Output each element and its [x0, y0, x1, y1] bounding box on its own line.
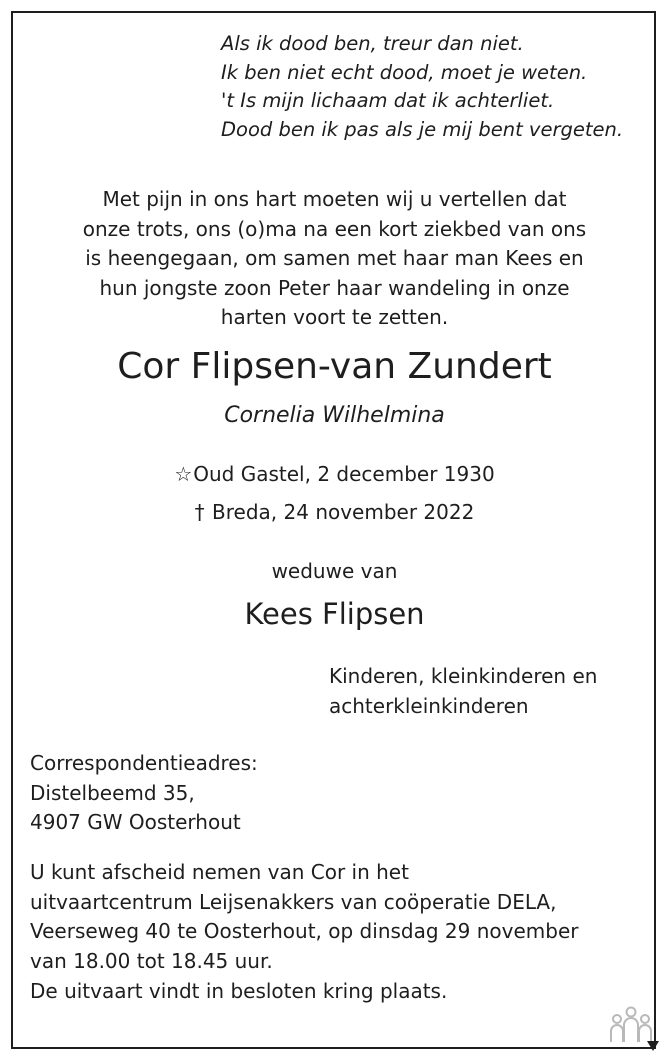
signer-line: Kinderen, kleinkinderen en — [329, 664, 598, 688]
announcement-line: onze trots, ons (o)ma na een kort ziekbed van ons — [82, 216, 587, 241]
spouse-name: Kees Flipsen — [244, 597, 425, 631]
funeral-info: De uitvaart vindt in besloten kring plaats. — [30, 979, 448, 1003]
death-date: Breda, 24 november 2022 — [212, 500, 475, 524]
farewell-line: uitvaartcentrum Leijsenakkers van coöperatie DELA, — [30, 889, 557, 914]
farewell-info — [30, 858, 655, 976]
announcement-line: Met pijn in ons hart moeten wij u vertellen dat — [102, 187, 567, 211]
farewell-line: van 18.00 tot 18.45 uur. — [30, 948, 273, 973]
life-dates — [0, 455, 669, 531]
announcement-line: hun jongste zoon Peter haar wandeling in onze — [99, 275, 570, 300]
poem-line: 't Is mijn lichaam dat ik achterliet. — [221, 89, 555, 113]
announcement-line: is heengegaan, om samen met haar man Kees en — [85, 246, 584, 270]
triangle-down-icon[interactable] — [645, 1038, 661, 1054]
poem — [221, 30, 651, 145]
farewell-line: Veerseweg 40 te Oosterhout, op dinsdag 29 november — [30, 919, 579, 943]
announcement-line: harten voort te zetten. — [220, 305, 449, 329]
cross-icon: † — [194, 500, 205, 524]
correspondence-address — [30, 749, 430, 838]
widow-label: weduwe van — [271, 559, 398, 583]
address-line: 4907 GW Oosterhout — [30, 810, 241, 834]
address-line: Distelbeemd 35, — [30, 780, 195, 805]
star-icon: ☆ — [174, 462, 193, 486]
birth-date: Oud Gastel, 2 december 1930 — [193, 462, 495, 486]
address-line: Correspondentieadres: — [30, 751, 258, 775]
deceased-full-name: Cornelia Wilhelmina — [224, 403, 445, 428]
death-line — [0, 493, 669, 531]
deceased-name: Cor Flipsen-van Zundert — [117, 346, 552, 387]
signer-line: achterkleinkinderen — [329, 693, 529, 718]
poem-line: Dood ben ik pas als je mij bent vergeten. — [221, 118, 624, 142]
poem-line: Als ik dood ben, treur dan niet. — [221, 32, 524, 55]
signers — [329, 662, 649, 721]
farewell-line: U kunt afscheid nemen van Cor in het — [30, 860, 409, 884]
poem-line: Ik ben niet echt dood, moet je weten. — [221, 60, 588, 84]
birth-line — [0, 455, 669, 493]
announcement-text — [30, 185, 639, 333]
